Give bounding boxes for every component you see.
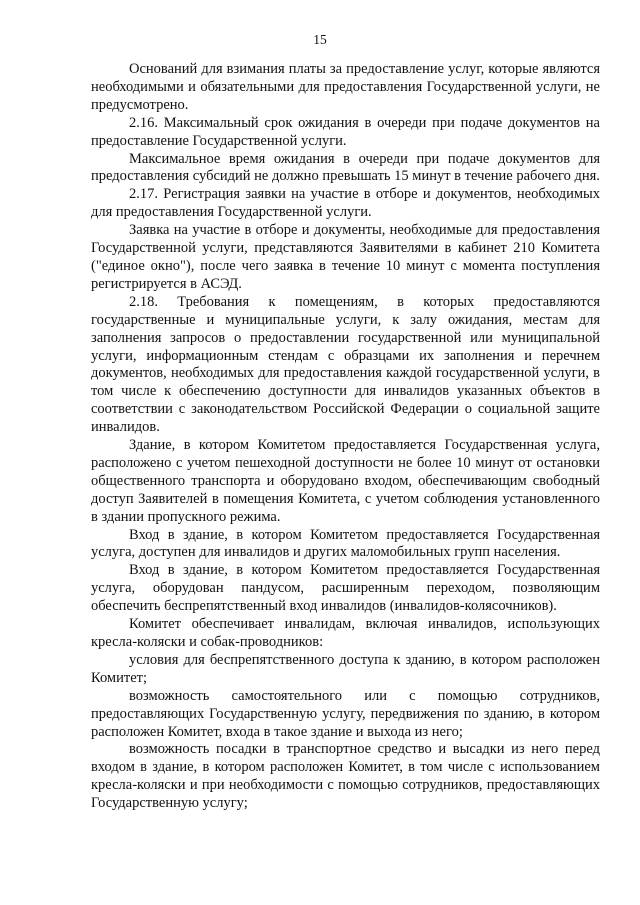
paragraph-application-submission: Заявка на участие в отборе и документы, необходимые для предоставления Государственной услуги, представляются Заявителями в кабинет 210 Комитета ("единое окно"), после чего заявка в течение 10 минут с момента поступления регистрируется в АСЭД. xyxy=(91,222,600,292)
paragraph-max-wait-time: Максимальное время ожидания в очереди при подаче документов для предоставления субсидий не должно превышать 15 минут в течение рабочего дня. xyxy=(91,150,600,185)
paragraph-movement-possibility: возможность самостоятельного или с помощью сотрудников, предоставляющих Государственную услугу, передвижения по зданию, в котором расположен Комитет, входа в такое здание и выхода из него; xyxy=(91,687,600,740)
paragraph-boarding-possibility: возможность посадки в транспортное средство и высадки из него перед входом в здание, в котором расположен Комитет, в том числе с использованием кресла-коляски и при необходимости с помощью сотрудников, предоставляющих Государственную услугу; xyxy=(91,741,600,812)
paragraph-fees: Оснований для взимания платы за предоставление услуг, которые являются необходимыми и обязательными для предоставления Государственной услуги, не предусмотрено. xyxy=(91,61,600,113)
paragraph-2-18-heading: 2.18. Требования к помещениям, в которых предоставляются государственные и муниципальные услуги, к залу ожидания, местам для заполнения запросов о предоставлении государственной или муниципальной услуги, информационным стендам с образцами их заполнения и перечнем документов, необходимых для предоставления каждой государственной услуги, в том числе к обеспечению доступности для инвалидов указанных объектов в соответствии с законодательством Российской Федерации о социальной защите инвалидов. xyxy=(91,293,600,436)
paragraph-entrance-ramp: Вход в здание, в котором Комитетом предоставляется Государственная услуга, оборудован пандусом, расширенным переходом, позволяющим обеспечить беспрепятственный вход инвалидов (инвалидов-колясочников). xyxy=(91,562,600,615)
paragraph-committee-provides: Комитет обеспечивает инвалидам, включая инвалидов, использующих кресла-коляски и собак-проводников: xyxy=(91,616,600,650)
page-number: 15 xyxy=(313,32,327,47)
paragraph-entrance-accessible: Вход в здание, в котором Комитетом предоставляется Государственная услуга, доступен для инвалидов и других маломобильных групп населения. xyxy=(91,526,600,561)
paragraph-2-16-heading: 2.16. Максимальный срок ожидания в очереди при подаче документов на предоставление Государственной услуги. xyxy=(91,114,600,149)
document-body xyxy=(91,61,600,813)
paragraph-building-location: Здание, в котором Комитетом предоставляется Государственная услуга, расположено с учетом пешеходной доступности не более 10 минут от остановки общественного транспорта и оборудовано входом, обеспечивающим свободный доступ Заявителей в помещения Комитета, с учетом соблюдения установленного в здании пропускного режима. xyxy=(91,437,600,525)
paragraph-2-17-heading: 2.17. Регистрация заявки на участие в отборе и документов, необходимых для предоставления Государственной услуги. xyxy=(91,186,600,221)
paragraph-access-conditions: условия для беспрепятственного доступа к зданию, в котором расположен Комитет; xyxy=(91,651,600,686)
